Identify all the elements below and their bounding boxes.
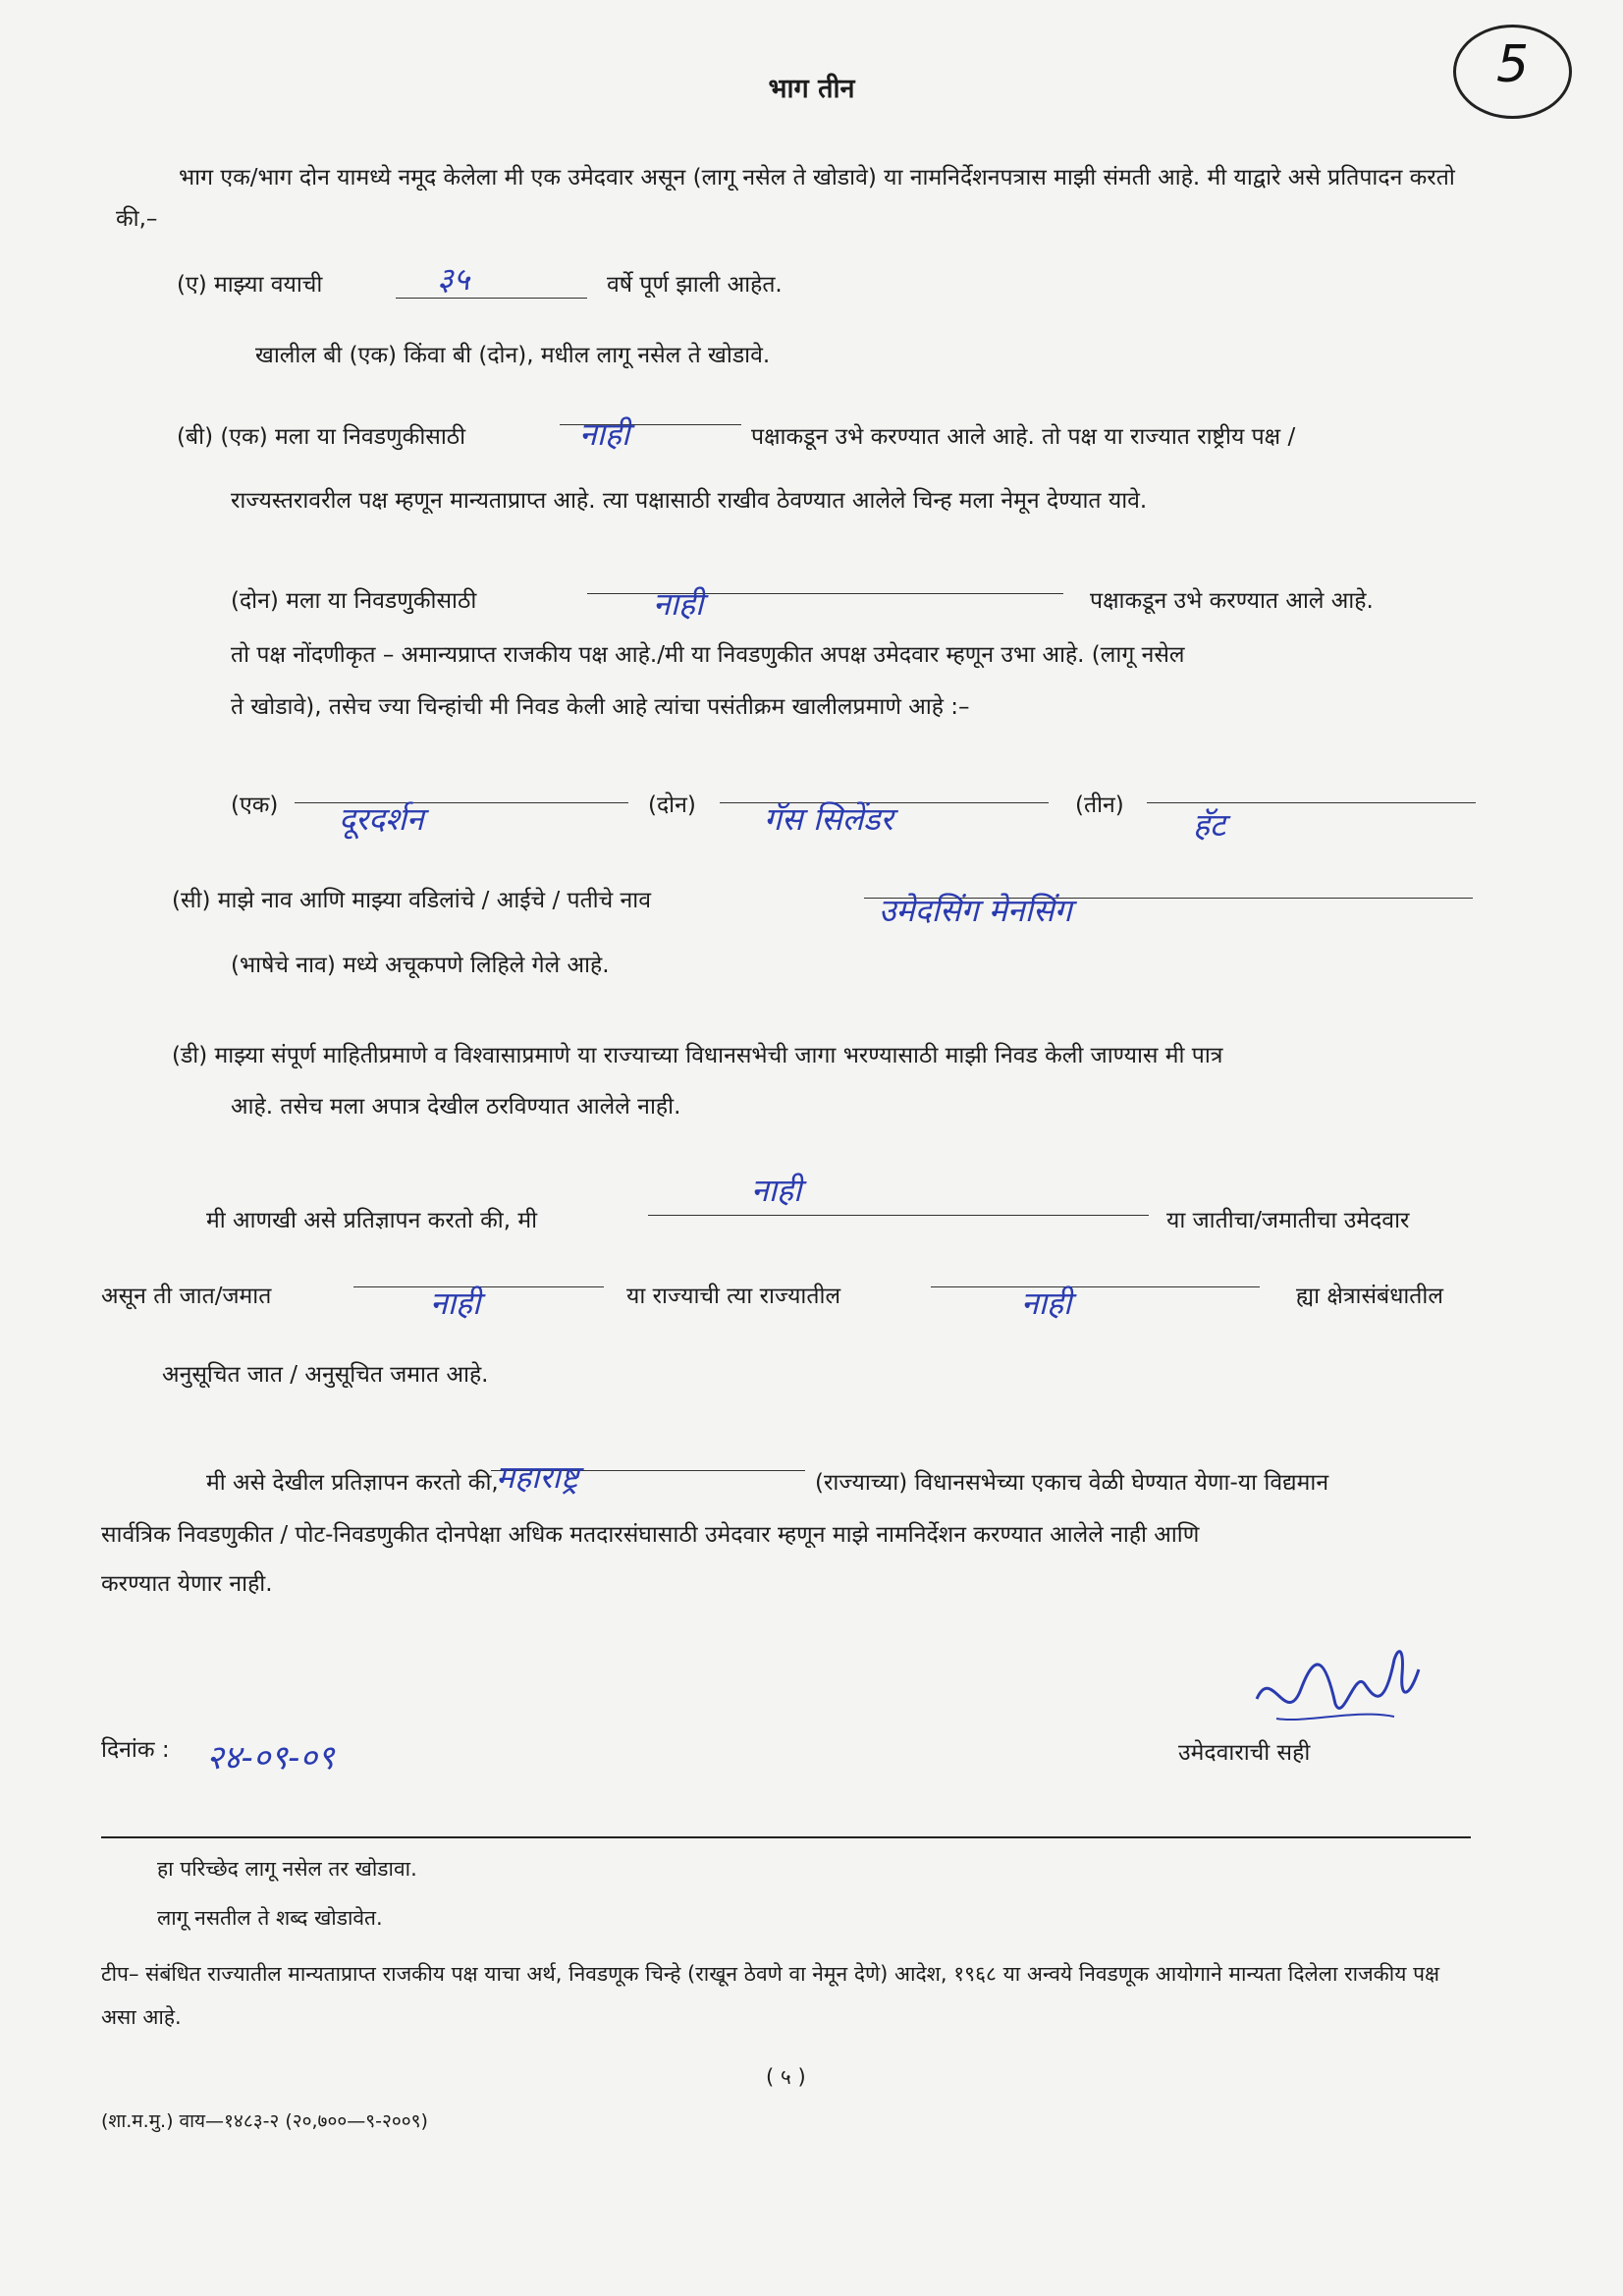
state-line3: करण्यात येणार नाही. bbox=[101, 1571, 273, 1597]
state-suffix: (राज्याच्या) विधानसभेच्या एकाच वेळी घेण्यात येणा-या विद्यमान bbox=[815, 1470, 1329, 1496]
intro-paragraph: भाग एक/भाग दोन यामध्ये नमूद केलेला मी एक उमेदवार असून (लागू नसेल ते खोडावे) या नामनिर्देशनपत्रास माझी संमती आहे. मी याद्वारे असे प्रतिपादन करतो की,– bbox=[116, 165, 1455, 232]
caste-line3 bbox=[931, 1286, 1260, 1287]
b2-line3: ते खोडावे), तसेच ज्या चिन्हांची मी निवड केली आहे त्यांचा पसंतीक्रम खालीलप्रमाणे आहे :– bbox=[231, 694, 970, 720]
symbol-three-label: (तीन) bbox=[1075, 793, 1124, 818]
c-prefix: (सी) माझे नाव आणि माझ्या वडिलांचे / आईचे / पतीचे नाव bbox=[172, 888, 652, 913]
caste-value2: नाही bbox=[430, 1285, 481, 1322]
circle-number: 5 bbox=[1495, 35, 1530, 94]
candidate-signature bbox=[1247, 1630, 1424, 1748]
footnote-1: हा परिच्छेद लागू नसेल तर खोडावा. bbox=[157, 1857, 417, 1881]
symbol-two-label: (दोन) bbox=[648, 793, 696, 818]
b1-value: नाही bbox=[579, 415, 630, 453]
age-value: ३५ bbox=[437, 260, 470, 298]
b2-suffix: पक्षाकडून उभे करण्यात आले आहे. bbox=[1090, 588, 1374, 614]
caste-l2b: या राज्याची त्या राज्यातील bbox=[626, 1284, 841, 1309]
page-title: भाग तीन bbox=[768, 74, 855, 104]
date-value: २४-०९-०९ bbox=[206, 1738, 335, 1777]
b2-line2: तो पक्ष नोंदणीकृत – अमान्यप्राप्त राजकीय पक्ष आहे./मी या निवडणुकीत अपक्ष उमेदवार म्हणून उभा आहे. (लागू नसेल bbox=[231, 642, 1185, 668]
page-number: ( ५ ) bbox=[766, 2065, 806, 2089]
d-line2: आहे. तसेच मला अपात्र देखील ठरविण्यात आलेले नाही. bbox=[231, 1094, 681, 1120]
state-line2: सार्वत्रिक निवडणुकीत / पोट-निवडणुकीत दोनपेक्षा अधिक मतदारसंघासाठी उमेदवार म्हणून माझे नामनिर्देशन करण्यात आलेले नाही आणि bbox=[101, 1522, 1200, 1548]
date-label: दिनांक : bbox=[101, 1737, 170, 1763]
state-value: महाराष्ट्र bbox=[496, 1458, 579, 1496]
symbol-one-value: दूरदर्शन bbox=[339, 800, 424, 838]
age-line bbox=[396, 298, 587, 299]
caste-value3: नाही bbox=[1021, 1285, 1072, 1322]
signature-label: उमेदवाराची सही bbox=[1178, 1740, 1311, 1766]
symbol-three-value: हॅट bbox=[1193, 806, 1226, 844]
b-note: खालील बी (एक) किंवा बी (दोन), मधील लागू नसेल ते खोडावे. bbox=[255, 343, 771, 368]
state-prefix: मी असे देखील प्रतिज्ञापन करतो की, bbox=[206, 1470, 499, 1496]
c-value: उमेदसिंग मेनसिंग bbox=[879, 892, 1072, 929]
footnote-note: टीप– संबंधित राज्यातील मान्यताप्राप्त राजकीय पक्ष याचा अर्थ, निवडणूक चिन्हे (राखून ठेवणे वा नेमून देणे) आदेश, १९६८ या अन्वये निवडणूक आयोगाने मान्यता दिलेला राजकीय पक्ष असा आहे. bbox=[101, 1962, 1440, 2029]
c-line2: (भाषेचे नाव) मध्ये अचूकपणे लिहिले गेले आहे. bbox=[231, 953, 610, 978]
caste-l2c: ह्या क्षेत्रासंबंधातील bbox=[1296, 1284, 1443, 1309]
footnote-2: लागू नसतील ते शब्द खोडावेत. bbox=[157, 1906, 383, 1930]
b1-line2: राज्यस्तरावरील पक्ष म्हणून मान्यताप्राप्त आहे. त्या पक्षासाठी राखीव ठेवण्यात आलेले चिन्ह मला नेमून देण्यात यावे. bbox=[231, 488, 1148, 514]
caste-suffix1: या जातीचा/जमातीचा उमेदवार bbox=[1166, 1208, 1410, 1233]
b1-prefix: (बी) (एक) मला या निवडणुकीसाठी bbox=[177, 424, 466, 450]
caste-l2a: असून ती जात/जमात bbox=[101, 1284, 272, 1309]
caste-prefix: मी आणखी असे प्रतिज्ञापन करतो की, मी bbox=[206, 1208, 538, 1233]
b2-prefix: (दोन) मला या निवडणुकीसाठी bbox=[231, 588, 477, 614]
symbol-two-value: गॅस सिलेंडर bbox=[764, 800, 893, 838]
footnote-divider bbox=[101, 1836, 1471, 1838]
caste-value1: नाही bbox=[751, 1172, 802, 1209]
caste-line3-text: अनुसूचित जात / अनुसूचित जमात आहे. bbox=[162, 1362, 489, 1388]
b2-value: नाही bbox=[653, 585, 704, 623]
d-line1: (डी) माझ्या संपूर्ण माहितीप्रमाणे व विश्वासाप्रमाणे या राज्याच्या विधानसभेची जागा भरण्यासाठी माझी निवड केली जाण्यास मी पात्र bbox=[172, 1043, 1223, 1068]
age-suffix: वर्षे पूर्ण झाली आहेत. bbox=[607, 272, 783, 298]
symbol-one-label: (एक) bbox=[231, 793, 279, 818]
print-reference: (शा.म.मु.) वाय—१४८३-२ (२०,७००—९-२००९) bbox=[101, 2110, 428, 2132]
caste-line1 bbox=[648, 1215, 1149, 1216]
b1-suffix: पक्षाकडून उभे करण्यात आले आहे. तो पक्ष या राज्यात राष्ट्रीय पक्ष / bbox=[751, 424, 1296, 450]
age-prefix: (ए) माझ्या वयाची bbox=[177, 272, 323, 298]
